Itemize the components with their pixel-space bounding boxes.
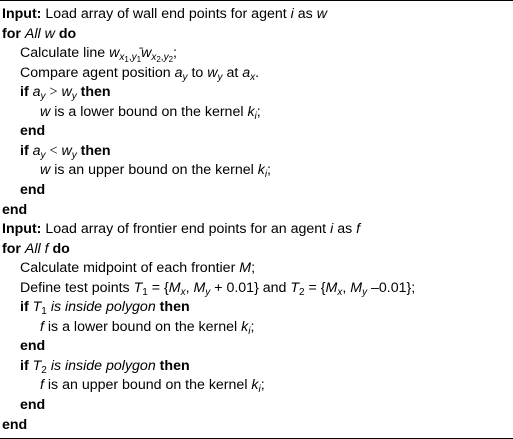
if-greater-line: if $a_y > w_y$ then (20, 84, 111, 103)
if-less-line: if $a_y < w_y$ then (20, 142, 111, 161)
upper-bound-frontier-line: f is an upper bound on the kernel $k_i$; (40, 377, 265, 396)
define-test-points-step: Define test points $T_1 = \{M_x$, $M_y + 0.01$} and $T_2 = \{M_x$, $M_y$ –0.01}; (20, 279, 416, 298)
end-for-1: end (2, 201, 28, 218)
lower-bound-wall-line: w is a lower bound on the kernel $k_i$; (40, 103, 261, 122)
for-all-frontiers-line: for All f do (2, 240, 70, 257)
lower-bound-frontier-line: f is a lower bound on the kernel $k_i$; (40, 318, 255, 337)
end-if-4: end (20, 397, 46, 413)
end-for-2: end (2, 416, 28, 433)
end-if-3: end (20, 338, 46, 355)
top-rule (0, 0, 513, 1)
end-if-2: end (20, 181, 46, 198)
upper-bound-wall-line: w is an upper bound on the kernel $k_i$; (40, 162, 271, 181)
if-t2-inside-line: if $T_2$ is inside polygon then (20, 357, 190, 376)
for-all-walls-line: for All w do (2, 25, 77, 42)
input-walls-line: Input: Load array of wall end points for agent i as w (2, 6, 327, 22)
compare-position-step: Compare agent position $a_y$ to $w_y$ at $a_x$. (20, 64, 260, 83)
end-if-1: end (20, 123, 46, 140)
input-frontiers-line: Input: Load array of frontier end points for an agent i as f (2, 221, 361, 238)
calculate-midpoint-step: Calculate midpoint of each frontier M; (20, 260, 256, 277)
calculate-line-step: Calculate line $w_{x_1,y_1}w_{x_2,y_2}$; (20, 45, 177, 65)
input-keyword: Input: (2, 6, 42, 22)
if-t1-inside-line: if $T_1$ is inside polygon then (20, 299, 190, 318)
